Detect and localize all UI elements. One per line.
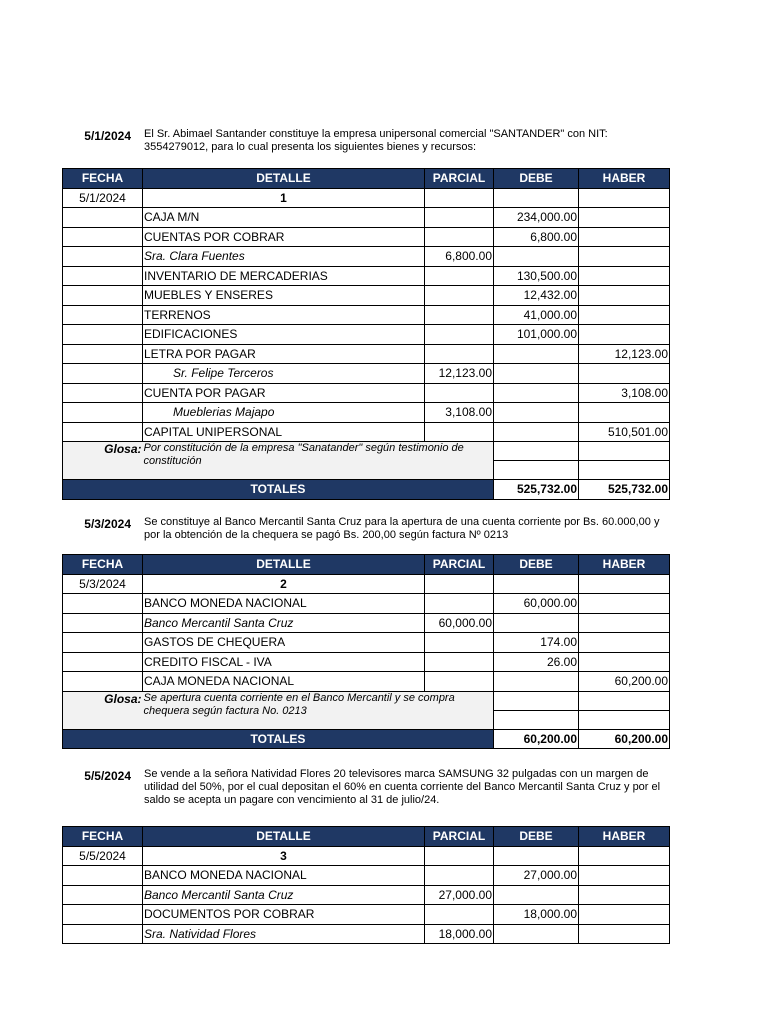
table-row bbox=[63, 227, 670, 247]
entry-number: 3 bbox=[143, 846, 425, 866]
total-debe: 60,200.00 bbox=[494, 729, 579, 749]
col-detalle: DETALLE bbox=[143, 827, 425, 847]
haber-value bbox=[579, 633, 670, 653]
parcial-value: 3,108.00 bbox=[425, 403, 494, 423]
glosa-row bbox=[63, 691, 670, 710]
account-name: TERRENOS bbox=[143, 305, 425, 325]
debe-value bbox=[494, 422, 579, 442]
total-haber: 60,200.00 bbox=[579, 729, 670, 749]
haber-value: 510,501.00 bbox=[579, 422, 670, 442]
col-parcial: PARCIAL bbox=[425, 555, 494, 575]
table-row bbox=[63, 383, 670, 403]
subaccount-name: Banco Mercantil Santa Cruz bbox=[143, 885, 425, 905]
account-name: GASTOS DE CHEQUERA bbox=[143, 633, 425, 653]
debe-value: 234,000.00 bbox=[494, 208, 579, 228]
subaccount-name: Sra. Natividad Flores bbox=[143, 924, 425, 944]
haber-value bbox=[579, 305, 670, 325]
table-row bbox=[63, 652, 670, 672]
haber-value bbox=[579, 247, 670, 267]
journal-entry-1 bbox=[62, 128, 669, 500]
journal-entry-2 bbox=[62, 516, 669, 749]
entry-number: 2 bbox=[143, 574, 425, 594]
table-header-row bbox=[63, 555, 670, 575]
account-name: MUEBLES Y ENSERES bbox=[143, 286, 425, 306]
total-debe: 525,732.00 bbox=[494, 480, 579, 500]
parcial-value bbox=[425, 652, 494, 672]
debe-value bbox=[494, 672, 579, 692]
col-parcial: PARCIAL bbox=[425, 169, 494, 189]
table-header-row bbox=[63, 827, 670, 847]
debe-value: 6,800.00 bbox=[494, 227, 579, 247]
parcial-value bbox=[425, 866, 494, 886]
parcial-value bbox=[425, 227, 494, 247]
haber-value bbox=[579, 866, 670, 886]
entry-description bbox=[62, 768, 669, 826]
parcial-value bbox=[425, 422, 494, 442]
parcial-value bbox=[425, 286, 494, 306]
parcial-value bbox=[425, 208, 494, 228]
debe-value: 60,000.00 bbox=[494, 594, 579, 614]
journal-table bbox=[62, 826, 670, 944]
subaccount-name: Banco Mercantil Santa Cruz bbox=[143, 613, 425, 633]
col-fecha: FECHA bbox=[63, 827, 143, 847]
account-name: INVENTARIO DE MERCADERIAS bbox=[143, 266, 425, 286]
table-row bbox=[63, 633, 670, 653]
account-name: DOCUMENTOS POR COBRAR bbox=[143, 905, 425, 925]
debe-value: 130,500.00 bbox=[494, 266, 579, 286]
parcial-value: 6,800.00 bbox=[425, 247, 494, 267]
haber-value bbox=[579, 652, 670, 672]
table-row bbox=[63, 403, 670, 423]
debe-value bbox=[494, 383, 579, 403]
table-row bbox=[63, 266, 670, 286]
col-debe: DEBE bbox=[494, 169, 579, 189]
account-name: CAPITAL UNIPERSONAL bbox=[143, 422, 425, 442]
row-date: 5/5/2024 bbox=[63, 846, 143, 866]
debe-value bbox=[494, 885, 579, 905]
subaccount-name: Sr. Felipe Terceros bbox=[143, 364, 425, 384]
entry-number-row bbox=[63, 188, 670, 208]
parcial-value: 27,000.00 bbox=[425, 885, 494, 905]
table-row bbox=[63, 286, 670, 306]
parcial-value: 12,123.00 bbox=[425, 364, 494, 384]
parcial-value bbox=[425, 383, 494, 403]
haber-value bbox=[579, 266, 670, 286]
entry-text: El Sr. Abimael Santander constituye la empresa unipersonal comercial "SANTANDER" con NIT: 3554279012, para lo cual presenta los siguientes bienes y recursos: bbox=[144, 128, 608, 153]
haber-value: 12,123.00 bbox=[579, 344, 670, 364]
table-header-row bbox=[63, 169, 670, 189]
haber-value bbox=[579, 286, 670, 306]
haber-value bbox=[579, 594, 670, 614]
journal-table bbox=[62, 168, 670, 500]
parcial-value bbox=[425, 905, 494, 925]
haber-value: 60,200.00 bbox=[579, 672, 670, 692]
haber-value bbox=[579, 403, 670, 423]
haber-value: 3,108.00 bbox=[579, 383, 670, 403]
haber-value bbox=[579, 364, 670, 384]
debe-value bbox=[494, 403, 579, 423]
account-name: CUENTA POR PAGAR bbox=[143, 383, 425, 403]
table-row bbox=[63, 208, 670, 228]
totals-row bbox=[63, 480, 670, 500]
debe-value bbox=[494, 247, 579, 267]
col-fecha: FECHA bbox=[63, 169, 143, 189]
debe-value bbox=[494, 613, 579, 633]
col-haber: HABER bbox=[579, 827, 670, 847]
glosa-label: Glosa: bbox=[63, 691, 143, 729]
account-name: CREDITO FISCAL - IVA bbox=[143, 652, 425, 672]
glosa-text: Por constitución de la empresa "Sanatander" según testimonio de constitución bbox=[143, 442, 494, 480]
table-row bbox=[63, 594, 670, 614]
account-name: CAJA MONEDA NACIONAL bbox=[143, 672, 425, 692]
table-row bbox=[63, 866, 670, 886]
col-debe: DEBE bbox=[494, 827, 579, 847]
haber-value bbox=[579, 325, 670, 345]
subaccount-name: Sra. Clara Fuentes bbox=[143, 247, 425, 267]
entry-date: 5/1/2024 bbox=[84, 129, 131, 143]
table-row bbox=[63, 364, 670, 384]
parcial-value: 60,000.00 bbox=[425, 613, 494, 633]
totals-label: TOTALES bbox=[63, 729, 494, 749]
table-row bbox=[63, 247, 670, 267]
table-row bbox=[63, 325, 670, 345]
haber-value bbox=[579, 613, 670, 633]
table-row bbox=[63, 613, 670, 633]
glosa-text: Se apertura cuenta corriente en el Banco Mercantil y se compra chequera según factura No. 0213 bbox=[143, 691, 494, 729]
journal-table bbox=[62, 554, 670, 749]
entry-number-row bbox=[63, 846, 670, 866]
table-row bbox=[63, 672, 670, 692]
parcial-value bbox=[425, 305, 494, 325]
col-debe: DEBE bbox=[494, 555, 579, 575]
account-name: EDIFICACIONES bbox=[143, 325, 425, 345]
parcial-value bbox=[425, 344, 494, 364]
debe-value bbox=[494, 344, 579, 364]
table-row bbox=[63, 885, 670, 905]
haber-value bbox=[579, 905, 670, 925]
col-detalle: DETALLE bbox=[143, 555, 425, 575]
entry-number: 1 bbox=[143, 188, 425, 208]
parcial-value bbox=[425, 594, 494, 614]
glosa-row bbox=[63, 442, 670, 461]
account-name: LETRA POR PAGAR bbox=[143, 344, 425, 364]
totals-row bbox=[63, 729, 670, 749]
glosa-label: Glosa: bbox=[63, 442, 143, 480]
account-name: CUENTAS POR COBRAR bbox=[143, 227, 425, 247]
haber-value bbox=[579, 227, 670, 247]
account-name: CAJA M/N bbox=[143, 208, 425, 228]
parcial-value: 18,000.00 bbox=[425, 924, 494, 944]
account-name: BANCO MONEDA NACIONAL bbox=[143, 594, 425, 614]
entry-number-row bbox=[63, 574, 670, 594]
parcial-value bbox=[425, 672, 494, 692]
account-name: BANCO MONEDA NACIONAL bbox=[143, 866, 425, 886]
entry-description bbox=[62, 128, 669, 168]
haber-value bbox=[579, 208, 670, 228]
col-parcial: PARCIAL bbox=[425, 827, 494, 847]
debe-value: 12,432.00 bbox=[494, 286, 579, 306]
row-date: 5/1/2024 bbox=[63, 188, 143, 208]
table-row bbox=[63, 905, 670, 925]
total-haber: 525,732.00 bbox=[579, 480, 670, 500]
debe-value: 26.00 bbox=[494, 652, 579, 672]
col-fecha: FECHA bbox=[63, 555, 143, 575]
debe-value: 27,000.00 bbox=[494, 866, 579, 886]
haber-value bbox=[579, 924, 670, 944]
entry-date: 5/3/2024 bbox=[84, 517, 131, 531]
parcial-value bbox=[425, 325, 494, 345]
table-row bbox=[63, 924, 670, 944]
entry-text: Se constituye al Banco Mercantil Santa Cruz para la apertura de una cuenta corriente por Bs. 60.000,00 y por la obtención de la chequera se pagó Bs. 200,00 según factura Nº 0213 bbox=[144, 516, 660, 541]
journal-entry-3 bbox=[62, 768, 669, 944]
entry-date: 5/5/2024 bbox=[84, 769, 131, 783]
entry-text: Se vende a la señora Natividad Flores 20 televisores marca SAMSUNG 32 pulgadas con un margen de utilidad del 50%, por el cual depositan el 60% en cuenta corriente del Banco Mercantil Santa Cruz y por el saldo se acepta un pagare con vencimiento al 31 de julio/24. bbox=[144, 768, 661, 806]
parcial-value bbox=[425, 633, 494, 653]
table-row bbox=[63, 422, 670, 442]
debe-value: 18,000.00 bbox=[494, 905, 579, 925]
debe-value bbox=[494, 364, 579, 384]
debe-value: 174.00 bbox=[494, 633, 579, 653]
haber-value bbox=[579, 885, 670, 905]
col-haber: HABER bbox=[579, 169, 670, 189]
col-detalle: DETALLE bbox=[143, 169, 425, 189]
debe-value: 101,000.00 bbox=[494, 325, 579, 345]
table-row bbox=[63, 305, 670, 325]
totals-label: TOTALES bbox=[63, 480, 494, 500]
table-row bbox=[63, 344, 670, 364]
debe-value: 41,000.00 bbox=[494, 305, 579, 325]
subaccount-name: Mueblerias Majapo bbox=[143, 403, 425, 423]
debe-value bbox=[494, 924, 579, 944]
entry-description bbox=[62, 516, 669, 554]
parcial-value bbox=[425, 266, 494, 286]
col-haber: HABER bbox=[579, 555, 670, 575]
row-date: 5/3/2024 bbox=[63, 574, 143, 594]
